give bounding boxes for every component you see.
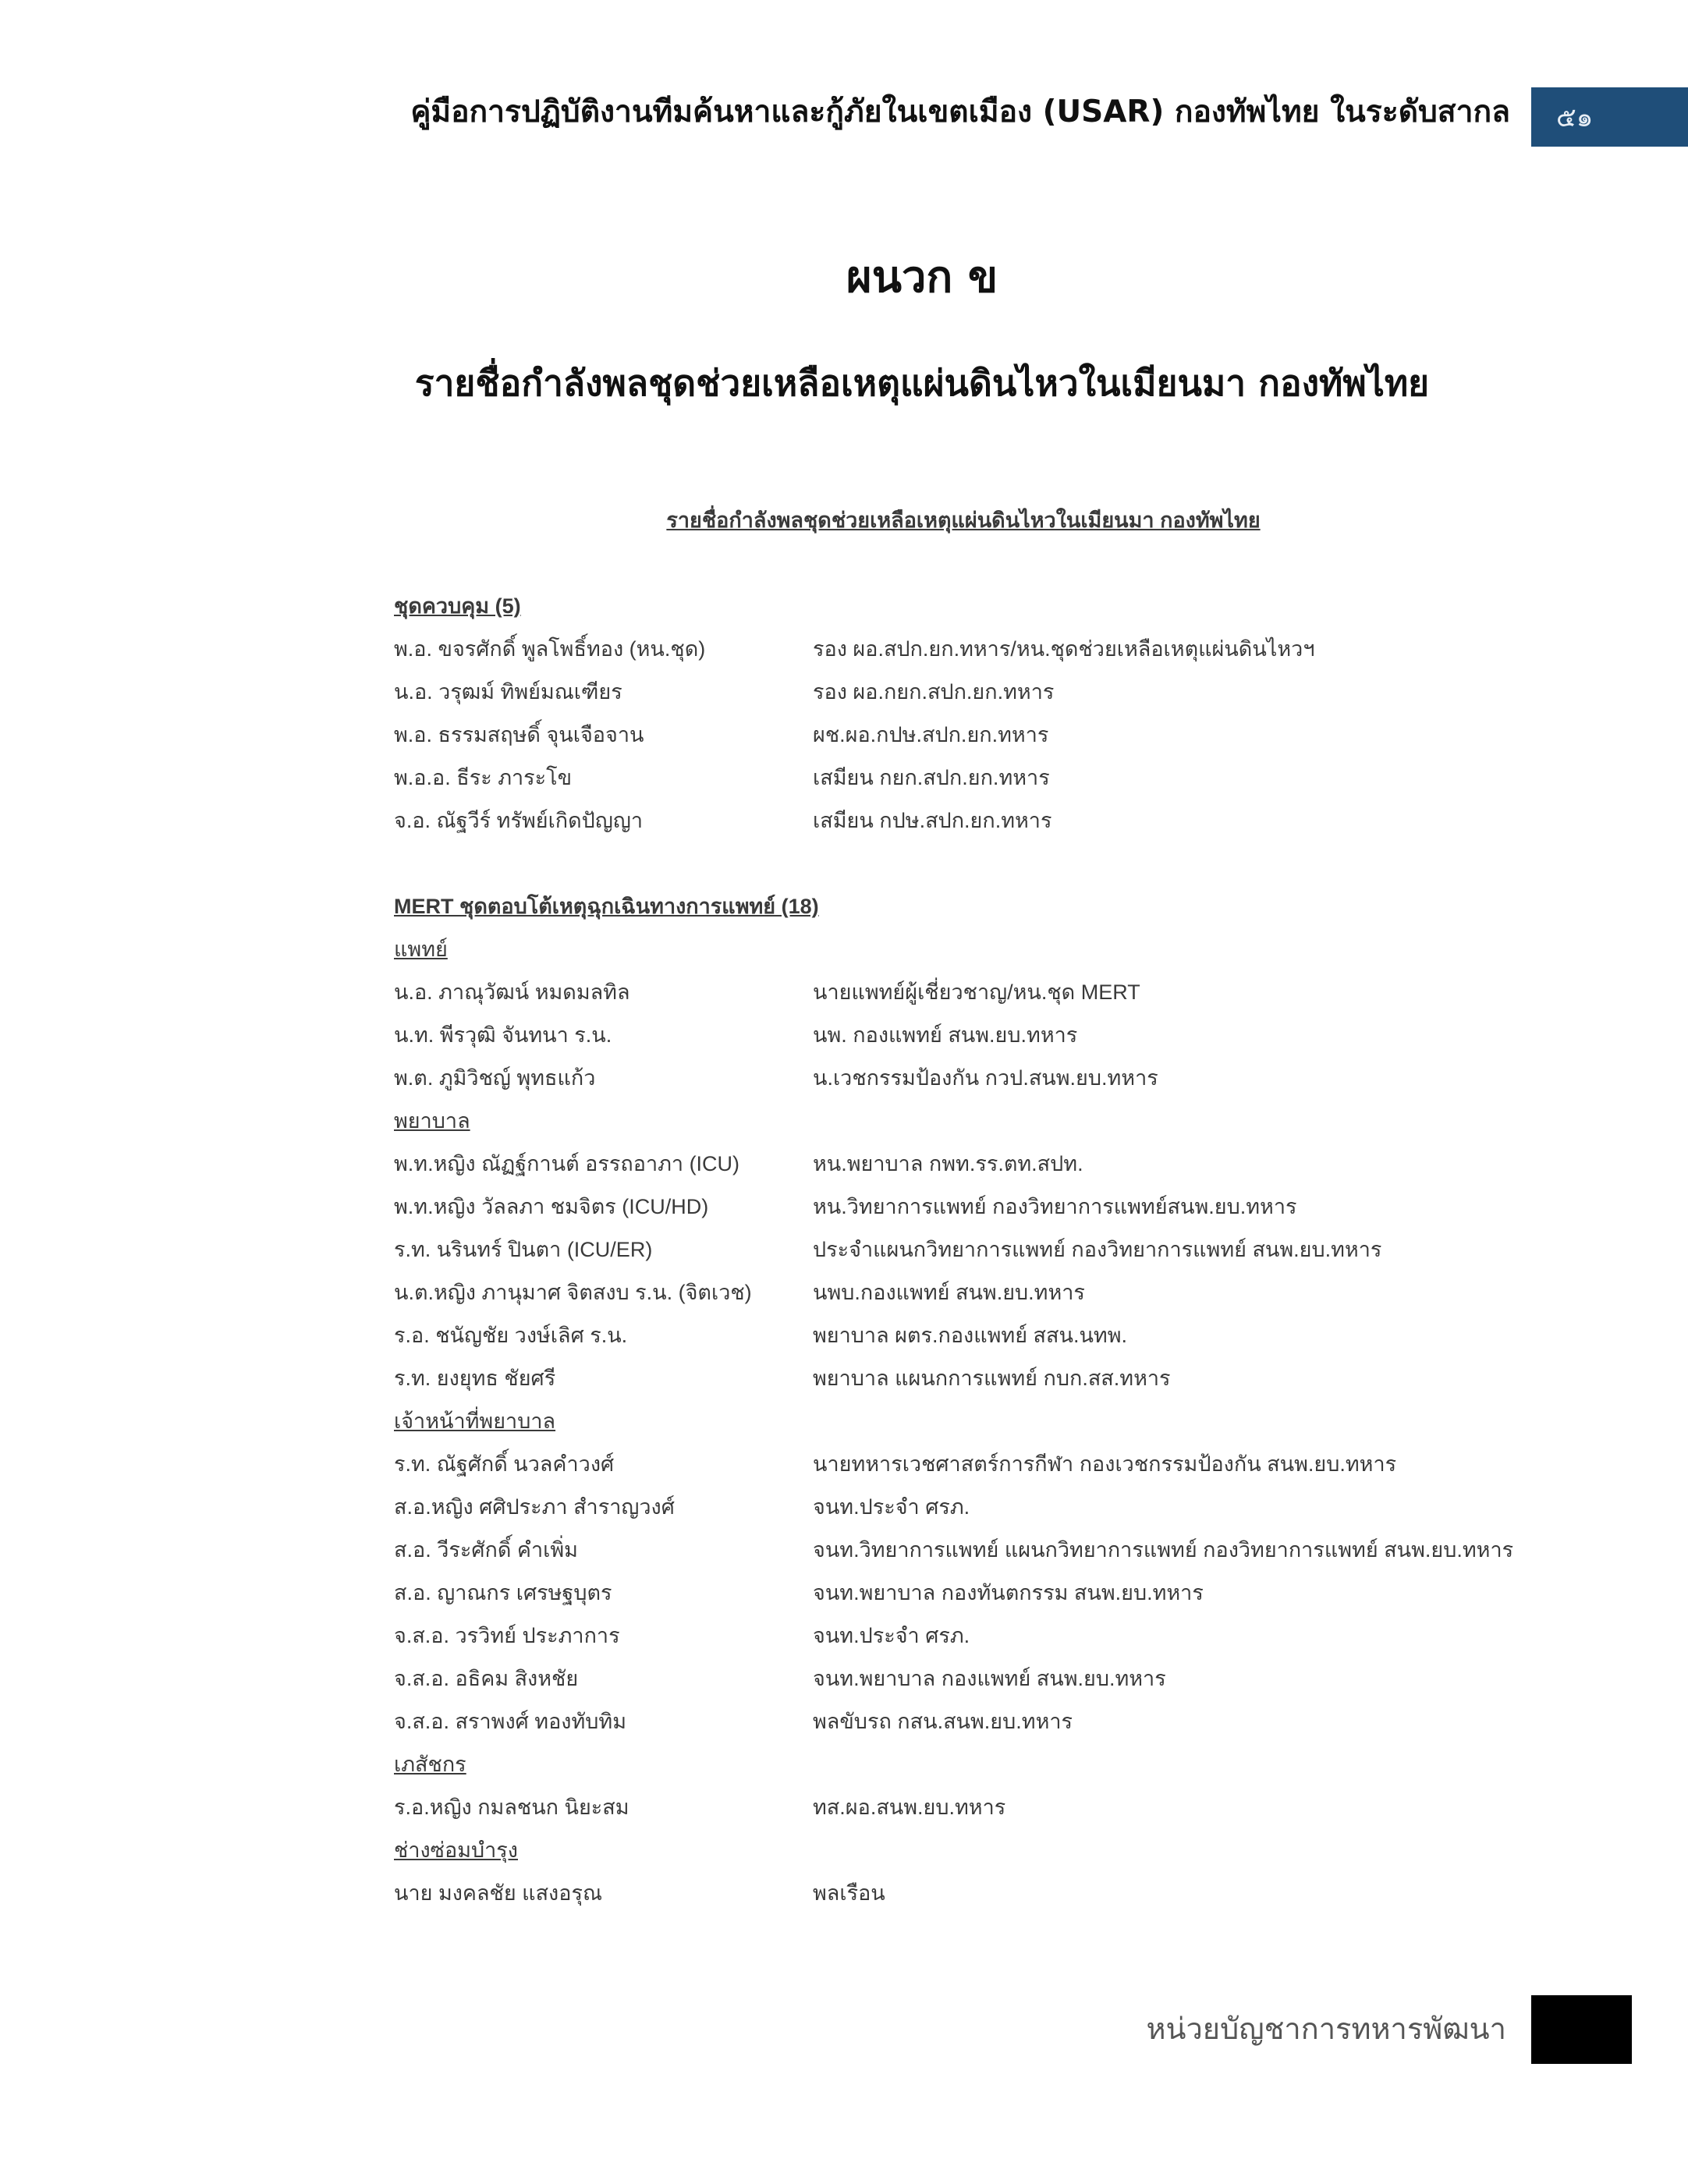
- table-row: [394, 1057, 1564, 1100]
- member-position: จนท.วิทยาการแพทย์ แผนกวิทยาการแพทย์ กองวิทยาการแพทย์ สนพ.ยบ.ทหาร: [813, 1538, 1514, 1562]
- table-row: [394, 1271, 1564, 1314]
- member-name: ร.ท. นรินทร์ ปินตา (ICU/ER): [394, 1238, 653, 1261]
- personnel-list: [394, 499, 1564, 1915]
- member-position: หน.พยาบาล กพท.รร.ตท.สปท.: [813, 1152, 1083, 1175]
- member-name: พ.อ.อ. ธีระ ภาระโข: [394, 766, 573, 789]
- member-name: พ.อ. ขจรศักดิ์ พูลโพธิ์ทอง (หน.ชุด): [394, 637, 706, 661]
- table-row: [394, 714, 1564, 757]
- page-title: รายชื่อกำลังพลชุดช่วยเหลือเหตุแผ่นดินไหวในเมียนมา กองทัพไทย: [414, 362, 1430, 404]
- table-row: [394, 1615, 1564, 1658]
- member-position: รอง ผอ.สปก.ยก.ทหาร/หน.ชุดช่วยเหลือเหตุแผ่นดินไหวฯ: [813, 637, 1315, 661]
- table-row: [394, 1014, 1564, 1057]
- subheading-doctors: แพทย์: [394, 938, 448, 961]
- table-row: [394, 1872, 1564, 1915]
- member-name: ส.อ. ญาณกร เศรษฐบุตร: [394, 1581, 612, 1604]
- member-name: น.อ. ภาณุวัฒน์ หมดมลทิล: [394, 980, 630, 1004]
- member-name: จ.ส.อ. วรวิทย์ ประภาการ: [394, 1624, 620, 1647]
- member-position: หน.วิทยาการแพทย์ กองวิทยาการแพทย์สนพ.ยบ.ทหาร: [813, 1195, 1297, 1218]
- table-row: [394, 1700, 1564, 1743]
- member-position: จนท.ประจำ ศรภ.: [813, 1624, 970, 1647]
- member-name: จ.ส.อ. สราพงศ์ ทองทับทิม: [394, 1710, 627, 1733]
- member-name: นาย มงคลชัย แสงอรุณ: [394, 1881, 603, 1905]
- member-position: รอง ผอ.กยก.สปก.ยก.ทหาร: [813, 680, 1055, 704]
- subheading-pharmacist: เภสัชกร: [394, 1753, 466, 1776]
- table-row: [394, 1228, 1564, 1271]
- table-row: [394, 1443, 1564, 1486]
- table-row: [394, 757, 1564, 800]
- member-position: ประจำแผนกวิทยาการแพทย์ กองวิทยาการแพทย์ สนพ.ยบ.ทหาร: [813, 1238, 1382, 1261]
- member-name: น.ต.หญิง ภานุมาศ จิตสงบ ร.น. (จิตเวช): [394, 1281, 752, 1304]
- member-position: พยาบาล ผตร.กองแพทย์ สสน.นทพ.: [813, 1324, 1128, 1347]
- table-row: [394, 1143, 1564, 1186]
- member-position: นายทหารเวชศาสตร์การกีฬา กองเวชกรรมป้องกัน สนพ.ยบ.ทหาร: [813, 1452, 1397, 1476]
- member-name: น.ท. พีรวุฒิ จันทนา ร.น.: [394, 1023, 612, 1047]
- member-position: จนท.พยาบาล กองแพทย์ สนพ.ยบ.ทหาร: [813, 1667, 1166, 1690]
- member-name: ร.ท. ยงยุทธ ชัยศรี: [394, 1367, 556, 1390]
- member-position: นายแพทย์ผู้เชี่ยวชาญ/หน.ชุด MERT: [813, 980, 1140, 1004]
- member-name: จ.อ. ณัฐวีร์ ทรัพย์เกิดปัญญา: [394, 809, 643, 832]
- table-row: [394, 1786, 1564, 1829]
- member-position: พยาบาล แผนกการแพทย์ กบก.สส.ทหาร: [813, 1367, 1171, 1390]
- control-team-rows: [394, 628, 1564, 842]
- table-row: [394, 800, 1564, 842]
- table-row: [394, 1529, 1564, 1572]
- table-row: [394, 628, 1564, 671]
- member-name: พ.ต. ภูมิวิชญ์ พุทธแก้ว: [394, 1066, 596, 1090]
- member-position: พลเรือน: [813, 1881, 885, 1905]
- member-name: พ.ท.หญิง ณัฏฐ์กานต์ อรรถอาภา (ICU): [394, 1152, 740, 1175]
- table-row: [394, 1357, 1564, 1400]
- member-position: ทส.ผอ.สนพ.ยบ.ทหาร: [813, 1796, 1006, 1819]
- member-position: เสมียน กปษ.สปก.ยก.ทหาร: [813, 809, 1052, 832]
- list-title: รายชื่อกำลังพลชุดช่วยเหลือเหตุแผ่นดินไหวในเมียนมา กองทัพไทย: [666, 509, 1261, 532]
- member-position: นพ. กองแพทย์ สนพ.ยบ.ทหาร: [813, 1023, 1078, 1047]
- header-title: คู่มือการปฏิบัติงานทีมค้นหาและกู้ภัยในเขตเมือง (USAR) กองทัพไทย ในระดับสากล: [410, 94, 1510, 129]
- member-name: ร.ท. ณัฐศักดิ์ นวลคำวงศ์: [394, 1452, 615, 1476]
- member-position: เสมียน กยก.สปก.ยก.ทหาร: [813, 766, 1050, 789]
- subheading-nursing-staff: เจ้าหน้าที่พยาบาล: [394, 1409, 556, 1433]
- member-name: ส.อ. วีระศักดิ์ คำเพิ่ม: [394, 1538, 578, 1562]
- page-number: ๕๑: [1556, 102, 1594, 133]
- section-heading-control-team: ชุดควบคุม (5): [394, 594, 521, 618]
- table-row: [394, 1486, 1564, 1529]
- subheading-maintenance: ช่างซ่อมบำรุง: [394, 1838, 518, 1862]
- member-position: พลขับรถ กสน.สนพ.ยบ.ทหาร: [813, 1710, 1073, 1733]
- table-row: [394, 671, 1564, 714]
- member-name: ร.อ. ชนัญชัย วงษ์เลิศ ร.น.: [394, 1324, 628, 1347]
- member-name: พ.อ. ธรรมสฤษดิ์ จุนเจือจาน: [394, 723, 644, 746]
- footer-block: [1531, 1995, 1632, 2064]
- member-name: พ.ท.หญิง วัลลภา ชมจิตร (ICU/HD): [394, 1195, 709, 1218]
- appendix-title: ผนวก ข: [846, 252, 998, 303]
- member-name: ร.อ.หญิง กมลชนก นิยะสม: [394, 1796, 629, 1819]
- table-row: [394, 1658, 1564, 1700]
- member-position: จนท.พยาบาล กองทันตกรรม สนพ.ยบ.ทหาร: [813, 1581, 1204, 1604]
- subheading-nurses: พยาบาล: [394, 1109, 470, 1133]
- table-row: [394, 1314, 1564, 1357]
- member-position: นพบ.กองแพทย์ สนพ.ยบ.ทหาร: [813, 1281, 1085, 1304]
- table-row: [394, 1572, 1564, 1615]
- page-number-tab: [1531, 87, 1688, 147]
- member-position: จนท.ประจำ ศรภ.: [813, 1495, 970, 1519]
- member-name: น.อ. วรุฒม์ ทิพย์มณเฑียร: [394, 680, 622, 704]
- member-position: ผช.ผอ.กปษ.สปก.ยก.ทหาร: [813, 723, 1049, 746]
- section-heading-mert: MERT ชุดตอบโต้เหตุฉุกเฉินทางการแพทย์ (18): [394, 895, 819, 918]
- member-name: จ.ส.อ. อธิคม สิงหชัย: [394, 1667, 579, 1690]
- member-name: ส.อ.หญิง ศศิประภา สำราญวงศ์: [394, 1495, 675, 1519]
- table-row: [394, 1186, 1564, 1228]
- footer-organization: หน่วยบัญชาการทหารพัฒนา: [1146, 2012, 1506, 2046]
- table-row: [394, 971, 1564, 1014]
- member-position: น.เวชกรรมป้องกัน กวป.สนพ.ยบ.ทหาร: [813, 1066, 1158, 1090]
